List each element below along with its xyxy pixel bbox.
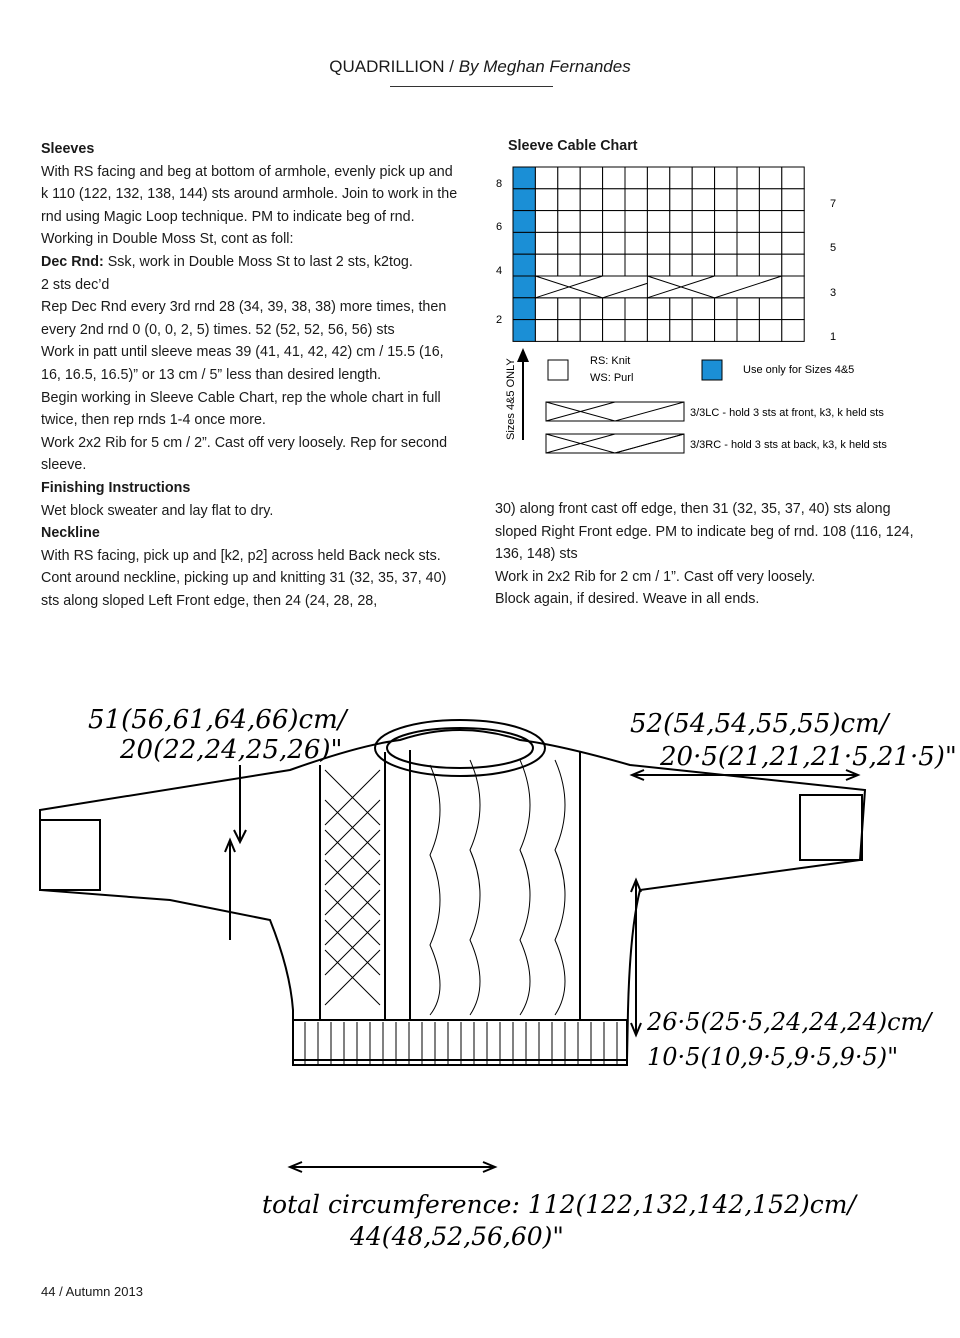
chart-cell	[625, 211, 647, 233]
chart-cell	[759, 167, 781, 189]
body-width-measure-cm: 52(54,54,55,55)cm/	[630, 709, 889, 739]
chart-cell	[558, 211, 580, 233]
body-length-measure-in: 10·5(10,9·5,9·5,9·5)"	[647, 1043, 899, 1071]
chart-cell	[737, 298, 759, 320]
rib-instructions: Work 2x2 Rib for 5 cm / 2”. Cast off very loosely. Rep for second sleeve.	[41, 434, 448, 474]
rep-dec-instructions: Rep Dec Rnd every 3rd rnd 28 (34, 39, 38, 38) more times, then every 2nd rnd 0 (0, 0, 2, 5) times. 52 (52, 52, 56, 56) sts	[41, 299, 447, 338]
chart-cell	[647, 211, 669, 233]
chart-cell	[692, 254, 714, 276]
chart-cell	[670, 211, 692, 233]
chart-cell	[715, 189, 737, 211]
chart-cell	[558, 189, 580, 211]
block-instructions: Block again, if desired. Weave in all ends.	[495, 591, 760, 608]
chart-cell	[759, 232, 781, 254]
page-header	[0, 57, 960, 77]
knit-label-rs: RS: Knit	[590, 355, 631, 367]
chart-cell	[647, 254, 669, 276]
issue-name: Autumn 2013	[65, 1284, 143, 1299]
header-rule	[390, 86, 553, 87]
dec-rnd-text: Ssk, work in Double Moss St to last 2 sts, k2tog.	[103, 253, 413, 270]
chart-cell	[782, 320, 804, 342]
body-length-arrow	[631, 880, 641, 1035]
chart-cell	[759, 254, 781, 276]
chart-cell	[647, 320, 669, 342]
chart-cell	[625, 167, 647, 189]
chart-cell	[782, 232, 804, 254]
chart-cell	[647, 167, 669, 189]
chart-cell	[603, 232, 625, 254]
chart-cell	[647, 232, 669, 254]
begin-chart-instructions: Begin working in Sleeve Cable Chart, rep the whole chart in full twice, then rep rnds 1-4 once more.	[41, 389, 441, 429]
chart-cell	[782, 189, 804, 211]
work-patt-instructions: Work in patt until sleeve meas 39 (41, 41, 42, 42) cm / 15.5 (16, 16, 16.5, 16.5)” or 13 cm / 5” less than desired length.	[41, 344, 444, 383]
chart-cell	[759, 320, 781, 342]
left-column	[41, 138, 461, 612]
chart-cell	[558, 298, 580, 320]
sizes-4-5-label: Sizes 4&5 ONLY	[505, 358, 517, 440]
chart-cell	[580, 211, 602, 233]
chart-cell	[535, 254, 557, 276]
finishing-heading: Finishing Instructions	[41, 479, 191, 496]
chart-cell	[737, 211, 759, 233]
chart-cell	[782, 211, 804, 233]
chart-cell	[513, 167, 535, 189]
chart-cell	[625, 320, 647, 342]
chart-cell	[625, 189, 647, 211]
row-number-7: 7	[830, 198, 837, 210]
page-footer	[41, 1284, 143, 1299]
hem-rib	[293, 1020, 627, 1065]
chart-cell	[625, 232, 647, 254]
dec-rnd-label: Dec Rnd:	[41, 253, 104, 270]
chart-grid	[513, 167, 804, 341]
chart-cell	[670, 298, 692, 320]
chart-cell	[513, 232, 535, 254]
row-number-5: 5	[830, 242, 837, 254]
neckline-text: With RS facing, pick up and [k2, p2] across held Back neck sts. Cont around neckline, picking up and knitting 31 (32, 35, 37, 40) sts along sloped Left Front edge, then 24 (24, 28, 28,	[41, 547, 447, 609]
chart-cell	[513, 211, 535, 233]
chart-cell	[580, 254, 602, 276]
chart-cell	[603, 320, 625, 342]
row-number-6: 6	[496, 221, 503, 233]
row-number-3: 3	[830, 287, 837, 299]
left-cuff	[40, 820, 100, 890]
body-length-measure-cm: 26·5(25·5,24,24,24)cm/	[647, 1008, 932, 1036]
chart-cell	[535, 320, 557, 342]
chart-cell	[535, 232, 557, 254]
chart-cell	[603, 211, 625, 233]
chart-cell	[759, 211, 781, 233]
sweater-schematic	[0, 690, 960, 1280]
sleeve-cable-chart	[480, 160, 920, 460]
footer-separator: /	[55, 1284, 66, 1299]
chart-cell	[513, 189, 535, 211]
row-number-4: 4	[496, 265, 503, 277]
circumference-measure-in: 44(48,52,56,60)"	[350, 1222, 564, 1251]
chart-cell	[715, 211, 737, 233]
chart-cell	[782, 254, 804, 276]
chart-cell	[715, 320, 737, 342]
blue-key-label: Use only for Sizes 4&5	[743, 364, 855, 376]
up-arrow-icon	[517, 348, 529, 362]
chart-cell	[647, 189, 669, 211]
chart-cell	[737, 254, 759, 276]
chart-cell	[535, 298, 557, 320]
chart-cell	[692, 232, 714, 254]
knit-key-swatch	[548, 360, 568, 380]
neckline-continued: 30) along front cast off edge, then 31 (32, 35, 37, 40) sts along sloped Right Front edge. PM to indicate beg of rnd. 108 (116, 124, 136, 148) sts	[495, 501, 914, 563]
chart-cell	[692, 189, 714, 211]
lattice-pattern	[325, 770, 380, 1005]
chart-cell	[670, 189, 692, 211]
chart-cell	[715, 298, 737, 320]
chart-cell	[692, 320, 714, 342]
chart-cell	[782, 276, 804, 298]
sleeves-heading: Sleeves	[41, 141, 95, 157]
chart-cell	[692, 211, 714, 233]
rc-key-symbol	[546, 434, 684, 453]
chart-cell	[670, 254, 692, 276]
lc-key-symbol	[546, 402, 684, 421]
chart-cell	[759, 189, 781, 211]
designer-byline: By Meghan Fernandes	[458, 57, 631, 76]
sleeve-top-arrow	[225, 840, 235, 940]
dec-rnd-line	[41, 251, 461, 274]
chart-cell	[692, 167, 714, 189]
dec-count: 2 sts dec’d	[41, 276, 110, 293]
sleeve-top-measure-cm: 51(56,61,64,66)cm/	[88, 705, 347, 735]
chart-cell	[558, 167, 580, 189]
chart-cell	[625, 254, 647, 276]
chart-title: Sleeve Cable Chart	[508, 138, 638, 154]
neckline-heading: Neckline	[41, 525, 100, 542]
sleeves-instructions: With RS facing and beg at bottom of armhole, evenly pick up and k 110 (122, 132, 138, 144) sts around armhole. Join to work in the rnd using Magic Loop technique. PM to indicate beg of rnd. Working in Double Moss St, cont as foll:	[41, 163, 458, 248]
chart-cell	[580, 298, 602, 320]
chart-cell	[535, 189, 557, 211]
circumference-measure-cm: total circumference: 112(122,132,142,152)cm/	[262, 1190, 856, 1219]
right-column	[495, 498, 915, 611]
chart-cell	[513, 298, 535, 320]
row-number-1: 1	[830, 331, 837, 343]
chart-cell	[670, 167, 692, 189]
hem-rib-lines	[305, 1022, 617, 1064]
blue-key-swatch	[702, 360, 722, 380]
chart-cell	[513, 276, 535, 298]
chart-cell	[737, 167, 759, 189]
pattern-title: QUADRILLION	[329, 57, 445, 76]
chart-cell	[670, 320, 692, 342]
chart-cell	[782, 167, 804, 189]
chart-cell	[670, 232, 692, 254]
row-number-8: 8	[496, 178, 503, 190]
chart-cell	[603, 167, 625, 189]
chart-cell	[603, 189, 625, 211]
chart-cell	[580, 189, 602, 211]
chart-cell	[558, 254, 580, 276]
row-number-2: 2	[496, 314, 503, 326]
chart-cell	[647, 298, 669, 320]
chart-cell	[759, 298, 781, 320]
chart-cell	[580, 320, 602, 342]
chart-cell	[580, 232, 602, 254]
chart-cell	[513, 320, 535, 342]
finishing-text: Wet block sweater and lay flat to dry.	[41, 502, 274, 519]
chart-cell	[535, 211, 557, 233]
sleeve-top-measure-in: 20(22,24,25,26)"	[120, 735, 343, 765]
chart-cell	[558, 232, 580, 254]
header-separator: /	[444, 57, 459, 76]
circumference-arrow	[290, 1162, 495, 1172]
page-number: 44	[41, 1284, 56, 1299]
chart-cell	[625, 298, 647, 320]
chart-cell	[603, 254, 625, 276]
chart-cell	[737, 189, 759, 211]
lc-key-label: 3/3LC - hold 3 sts at front, k3, k held sts	[690, 407, 884, 419]
chart-cell	[558, 320, 580, 342]
neck-rib-instructions: Work in 2x2 Rib for 2 cm / 1”. Cast off very loosely.	[495, 568, 816, 585]
chart-cell	[513, 254, 535, 276]
neck-opening	[387, 728, 533, 768]
cable-lines	[430, 760, 565, 1015]
right-cuff	[800, 795, 862, 860]
chart-cell	[715, 167, 737, 189]
body-width-measure-in: 20·5(21,21,21·5,21·5)"	[660, 742, 957, 772]
cable-cross-symbol	[647, 276, 781, 298]
rc-key-label: 3/3RC - hold 3 sts at back, k3, k held sts	[690, 439, 887, 451]
chart-cell	[737, 232, 759, 254]
chart-cell	[715, 254, 737, 276]
chart-cell	[603, 298, 625, 320]
chart-cell	[692, 298, 714, 320]
chart-cell	[535, 167, 557, 189]
chart-cell	[737, 320, 759, 342]
knit-label-ws: WS: Purl	[590, 372, 634, 384]
chart-cell	[715, 232, 737, 254]
chart-cell	[580, 167, 602, 189]
chart-cell	[782, 298, 804, 320]
